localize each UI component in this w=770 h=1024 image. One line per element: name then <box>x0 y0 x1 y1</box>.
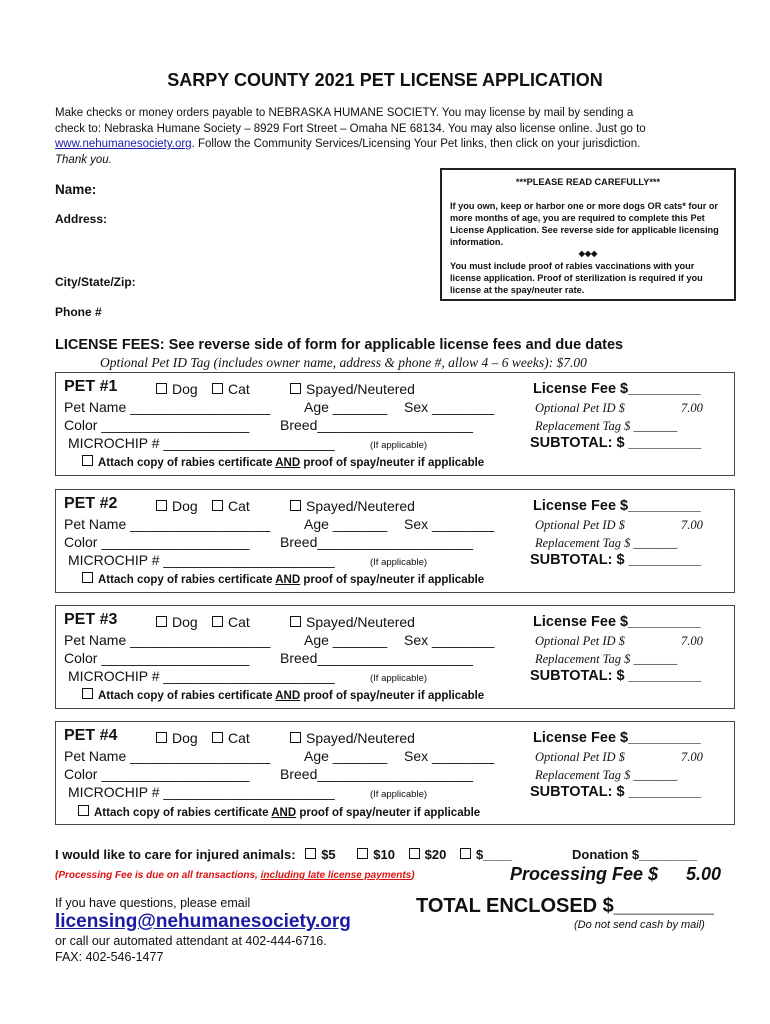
optional-pet-id-amount: 7.00 <box>681 401 703 415</box>
replacement-tag-field[interactable]: Replacement Tag $ _______ <box>535 536 678 550</box>
replacement-tag-field[interactable]: Replacement Tag $ _______ <box>535 768 678 782</box>
pet-name-field[interactable]: Pet Name __________________ <box>64 632 271 648</box>
if-applicable-note: (If applicable) <box>370 440 428 451</box>
optional-pet-id-label: Optional Pet ID $ <box>535 750 625 764</box>
age-field[interactable]: Age _______ <box>304 399 388 415</box>
dog-label: Dog <box>172 614 198 630</box>
processing-fee-note <box>55 870 415 881</box>
pet-title: PET #4 <box>64 727 118 744</box>
care-injured-animals-row <box>55 847 512 862</box>
attach-text-post: proof of spay/neuter if applicable <box>300 457 485 469</box>
spayed-neutered-checkbox[interactable] <box>290 614 415 630</box>
checkbox-icon <box>212 616 223 627</box>
intro-thanks: Thank you. <box>55 153 112 166</box>
color-field[interactable]: Color ___________________ <box>64 650 250 666</box>
breed-field[interactable]: Breed____________________ <box>280 534 474 550</box>
microchip-field[interactable]: MICROCHIP # ______________________ <box>68 668 335 684</box>
color-field[interactable]: Color ___________________ <box>64 766 250 782</box>
name-label: Name: <box>55 182 97 197</box>
age-field[interactable]: Age _______ <box>304 632 388 648</box>
replacement-tag-field[interactable]: Replacement Tag $ _______ <box>535 419 678 433</box>
checkbox-icon <box>212 383 223 394</box>
attach-certificate-checkbox[interactable] <box>82 572 484 586</box>
donate-10-label: $10 <box>373 847 395 862</box>
cat-checkbox[interactable] <box>212 498 250 514</box>
questions-text: If you have questions, please email <box>55 896 251 910</box>
sex-field[interactable]: Sex ________ <box>404 632 495 648</box>
attach-text-and: AND <box>271 807 297 819</box>
checkbox-icon <box>82 572 93 583</box>
if-applicable-note: (If applicable) <box>370 557 428 568</box>
age-field[interactable]: Age _______ <box>304 748 388 764</box>
intro-line-1: Make checks or money orders payable to NEBRASKA HUMANE SOCIETY. You may license by mail by sending a <box>55 107 634 119</box>
license-fee-field[interactable]: License Fee $_________ <box>533 730 701 746</box>
processing-fee-amount: 5.00 <box>686 864 722 884</box>
sex-field[interactable]: Sex ________ <box>404 516 495 532</box>
dog-checkbox[interactable] <box>156 498 198 514</box>
license-fees-heading-rest: : See reverse side of form for applicable license fees and due dates <box>159 337 624 353</box>
pet-name-field[interactable]: Pet Name __________________ <box>64 748 271 764</box>
checkbox-icon <box>156 383 167 394</box>
attach-text-and: AND <box>275 457 301 469</box>
pet-title: PET #2 <box>64 495 118 512</box>
color-field[interactable]: Color ___________________ <box>64 534 250 550</box>
donate-other-checkbox[interactable] <box>460 847 512 862</box>
intro-line-3: . Follow the Community Services/Licensing Your Pet links, then click on your jurisdiction. <box>191 138 641 150</box>
pet-title: PET #3 <box>64 611 118 628</box>
cat-label: Cat <box>228 614 250 630</box>
microchip-field[interactable]: MICROCHIP # ______________________ <box>68 784 335 800</box>
total-enclosed-field[interactable]: TOTAL ENCLOSED $_________ <box>416 895 714 917</box>
if-applicable-note: (If applicable) <box>370 673 428 684</box>
cat-label: Cat <box>228 381 250 397</box>
age-field[interactable]: Age _______ <box>304 516 388 532</box>
intro-line-2: check to: Nebraska Humane Society – 8929 Fort Street – Omaha NE 68134. You may also license online. Just go to <box>55 122 646 135</box>
email-link[interactable]: licensing@nehumanesociety.org <box>55 911 351 932</box>
optional-pet-id-amount: 7.00 <box>681 750 703 764</box>
subtotal-field[interactable]: SUBTOTAL: $ _________ <box>530 552 702 568</box>
pet-name-field[interactable]: Pet Name __________________ <box>64 516 271 532</box>
attach-text-pre: Attach copy of rabies certificate <box>94 807 272 819</box>
dog-label: Dog <box>172 381 198 397</box>
checkbox-icon <box>212 732 223 743</box>
dog-label: Dog <box>172 498 198 514</box>
attach-certificate-checkbox[interactable] <box>78 805 480 819</box>
spayed-label: Spayed/Neutered <box>306 498 415 514</box>
dog-checkbox[interactable] <box>156 614 198 630</box>
dog-checkbox[interactable] <box>156 730 198 746</box>
checkbox-icon <box>290 732 301 743</box>
processing-note-pre: (Processing Fee is due on all transactions, <box>55 870 261 881</box>
cat-checkbox[interactable] <box>212 614 250 630</box>
optional-pet-id-label: Optional Pet ID $ <box>535 401 625 415</box>
color-field[interactable]: Color ___________________ <box>64 417 250 433</box>
donate-20-checkbox[interactable] <box>409 847 447 862</box>
license-fee-field[interactable]: License Fee $_________ <box>533 614 701 630</box>
checkbox-icon <box>290 500 301 511</box>
breed-field[interactable]: Breed____________________ <box>280 766 474 782</box>
phone-label: Phone # <box>55 305 102 319</box>
notice-box <box>440 168 736 301</box>
cat-label: Cat <box>228 498 250 514</box>
microchip-field[interactable]: MICROCHIP # ______________________ <box>68 435 335 451</box>
spayed-label: Spayed/Neutered <box>306 730 415 746</box>
checkbox-icon <box>156 732 167 743</box>
processing-note-underlined: including late license payments <box>260 870 412 881</box>
dog-checkbox[interactable] <box>156 381 198 397</box>
checkbox-icon <box>305 848 316 859</box>
donate-20-label: $20 <box>424 847 447 862</box>
microchip-field[interactable]: MICROCHIP # ______________________ <box>68 552 335 568</box>
subtotal-field[interactable]: SUBTOTAL: $ _________ <box>530 668 702 684</box>
spayed-neutered-checkbox[interactable] <box>290 381 415 397</box>
subtotal-field[interactable]: SUBTOTAL: $ _________ <box>530 435 702 451</box>
spayed-neutered-checkbox[interactable] <box>290 498 415 514</box>
optional-tag-note: Optional Pet ID Tag (includes owner name, address & phone #, allow 4 – 6 weeks): $7.00 <box>100 355 587 370</box>
notice-heading: ***PLEASE READ CAREFULLY*** <box>515 177 661 187</box>
pet-title: PET #1 <box>64 378 118 395</box>
attach-text-post: proof of spay/neuter if applicable <box>300 574 485 586</box>
donate-10-checkbox[interactable] <box>357 847 395 862</box>
website-link[interactable]: www.nehumanesociety.org <box>55 138 192 150</box>
donate-other-label: $____ <box>475 847 513 862</box>
license-fees-heading-bold: LICENSE FEES <box>55 337 160 353</box>
checkbox-icon <box>290 383 301 394</box>
donate-5-checkbox[interactable] <box>305 847 335 862</box>
checkbox-icon <box>156 616 167 627</box>
cat-label: Cat <box>228 730 250 746</box>
attach-text-pre: Attach copy of rabies certificate <box>98 457 276 469</box>
attach-text-post: proof of spay/neuter if applicable <box>300 690 485 702</box>
checkbox-icon <box>78 805 89 816</box>
processing-fee-label: Processing Fee $ <box>510 864 659 884</box>
attach-text-and: AND <box>275 574 301 586</box>
address-label: Address: <box>55 212 108 226</box>
phone-contact-text: or call our automated attendant at 402-444-6716. <box>55 934 327 948</box>
fax-text: FAX: 402-546-1477 <box>55 950 164 964</box>
donate-5-label: $5 <box>321 847 336 862</box>
donation-field[interactable]: Donation $________ <box>572 847 698 862</box>
attach-text-post: proof of spay/neuter if applicable <box>296 807 481 819</box>
optional-pet-id-label: Optional Pet ID $ <box>535 518 625 532</box>
care-label: I would like to care for injured animals: <box>55 847 296 862</box>
sex-field[interactable]: Sex ________ <box>404 399 495 415</box>
cat-checkbox[interactable] <box>212 730 250 746</box>
dog-label: Dog <box>172 730 198 746</box>
processing-note-post: ) <box>411 870 415 881</box>
breed-field[interactable]: Breed____________________ <box>280 417 474 433</box>
notice-paragraph-1: If you own, keep or harbor one or more dogs OR cats* four or more months of age, you are required to complete this Pet License Application. See reverse side for applicable licensing information. <box>450 201 719 247</box>
attach-text-and: AND <box>275 690 301 702</box>
attach-text-pre: Attach copy of rabies certificate <box>98 574 276 586</box>
if-applicable-note: (If applicable) <box>370 789 428 800</box>
spayed-label: Spayed/Neutered <box>306 614 415 630</box>
notice-paragraph-2: You must include proof of rabies vaccinations with your license application. Proof of sterilization is required if you license at the spay/neuter rate. <box>450 261 703 295</box>
spayed-neutered-checkbox[interactable] <box>290 730 415 746</box>
checkbox-icon <box>212 500 223 511</box>
checkbox-icon <box>290 616 301 627</box>
checkbox-icon <box>409 848 420 859</box>
checkbox-icon <box>156 500 167 511</box>
optional-pet-id-amount: 7.00 <box>681 518 703 532</box>
attach-certificate-checkbox[interactable] <box>82 688 484 702</box>
optional-pet-id-amount: 7.00 <box>681 634 703 648</box>
page-title: SARPY COUNTY 2021 PET LICENSE APPLICATION <box>167 70 603 90</box>
license-fee-field[interactable]: License Fee $_________ <box>533 498 701 514</box>
checkbox-icon <box>357 848 368 859</box>
spayed-label: Spayed/Neutered <box>306 381 415 397</box>
city-state-zip-label: City/State/Zip: <box>55 275 136 289</box>
pet-name-field[interactable]: Pet Name __________________ <box>64 399 271 415</box>
checkbox-icon <box>82 455 93 466</box>
intro-paragraph <box>55 106 725 168</box>
replacement-tag-field[interactable]: Replacement Tag $ _______ <box>535 652 678 666</box>
subtotal-field[interactable]: SUBTOTAL: $ _________ <box>530 784 702 800</box>
breed-field[interactable]: Breed____________________ <box>280 650 474 666</box>
license-fee-field[interactable]: License Fee $_________ <box>533 381 701 397</box>
optional-pet-id-label: Optional Pet ID $ <box>535 634 625 648</box>
sex-field[interactable]: Sex ________ <box>404 748 495 764</box>
diamond-icon: ◆◆◆ <box>578 249 598 258</box>
checkbox-icon <box>82 688 93 699</box>
no-cash-note: (Do not send cash by mail) <box>574 919 705 931</box>
checkbox-icon <box>460 848 471 859</box>
attach-certificate-checkbox[interactable] <box>82 455 484 469</box>
attach-text-pre: Attach copy of rabies certificate <box>98 690 276 702</box>
cat-checkbox[interactable] <box>212 381 250 397</box>
license-fees-heading <box>55 337 623 353</box>
